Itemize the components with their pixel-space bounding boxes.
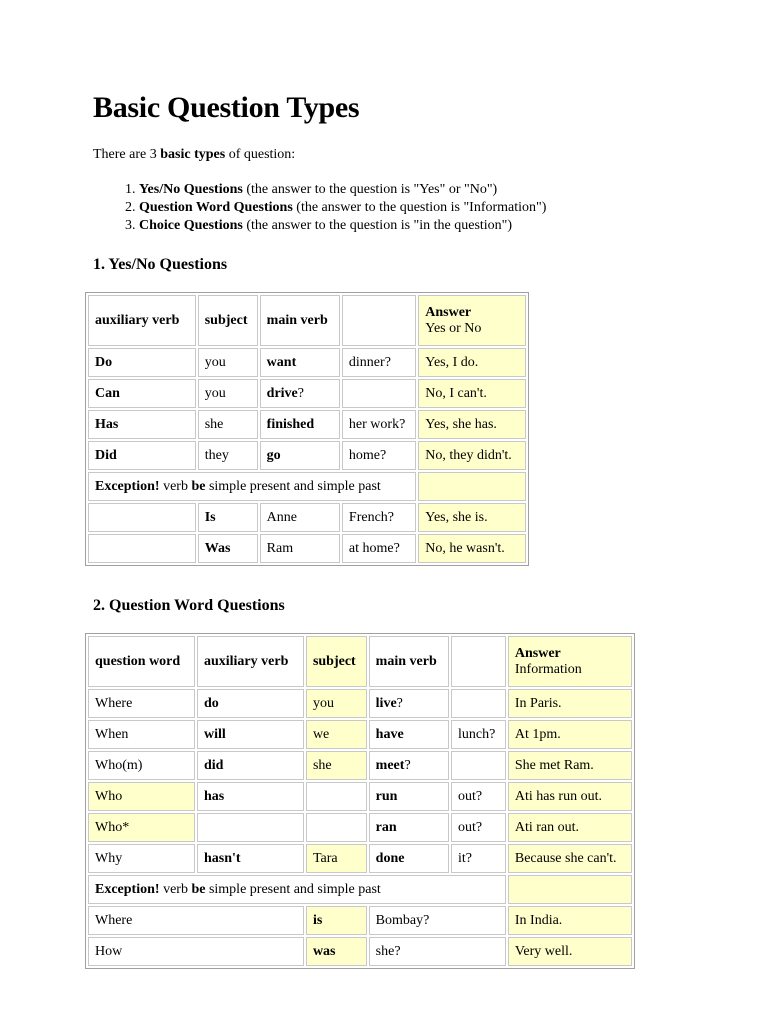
table-row: Why hasn't Tara done it? Because she can't. xyxy=(88,844,632,873)
table-row: Did they go home? No, they didn't. xyxy=(88,441,526,470)
table-row: Where do you live? In Paris. xyxy=(88,689,632,718)
table-row: Was Ram at home? No, he wasn't. xyxy=(88,534,526,563)
yes-no-table xyxy=(85,292,529,566)
table-header-row xyxy=(88,295,526,346)
list-item: 3. Choice Questions (the answer to the question is "in the question") xyxy=(139,217,546,235)
header-cell: subject xyxy=(306,636,367,687)
question-word-table xyxy=(85,633,635,969)
table-row: Who* ran out? Ati ran out. xyxy=(88,813,632,842)
header-cell: main verb xyxy=(260,295,340,346)
section-heading-yes-no: 1. Yes/No Questions xyxy=(93,256,228,273)
header-cell: auxiliary verb xyxy=(88,295,196,346)
section-heading-question-word: 2. Question Word Questions xyxy=(93,597,285,614)
table-row: Who(m) did she meet? She met Ram. xyxy=(88,751,632,780)
list-item: 1. Yes/No Questions (the answer to the question is "Yes" or "No") xyxy=(139,181,546,199)
header-cell: Answer Yes or No xyxy=(418,295,526,346)
header-cell: Answer Information xyxy=(508,636,632,687)
header-cell xyxy=(451,636,506,687)
table-row: Can you drive? No, I can't. xyxy=(88,379,526,408)
intro-text: There are 3 basic types of question: xyxy=(93,147,296,162)
table-header-row xyxy=(88,636,632,687)
question-types-list xyxy=(93,181,546,235)
header-cell: auxiliary verb xyxy=(197,636,304,687)
table-row: Where is Bombay? In India. xyxy=(88,906,632,935)
table-row: When will we have lunch? At 1pm. xyxy=(88,720,632,749)
page-title: Basic Question Types xyxy=(93,91,360,124)
table-row: Do you want dinner? Yes, I do. xyxy=(88,348,526,377)
list-item: 2. Question Word Questions (the answer to the question is "Information") xyxy=(139,199,546,217)
header-cell: subject xyxy=(198,295,258,346)
table-row: Has she finished her work? Yes, she has. xyxy=(88,410,526,439)
header-cell: main verb xyxy=(369,636,449,687)
table-row: How was she? Very well. xyxy=(88,937,632,966)
table-row: Is Anne French? Yes, she is. xyxy=(88,503,526,532)
header-cell xyxy=(342,295,416,346)
table-row: Who has run out? Ati has run out. xyxy=(88,782,632,811)
exception-row: Exception! verb be simple present and simple past xyxy=(88,472,526,501)
header-cell: question word xyxy=(88,636,195,687)
exception-row: Exception! verb be simple present and simple past xyxy=(88,875,632,904)
